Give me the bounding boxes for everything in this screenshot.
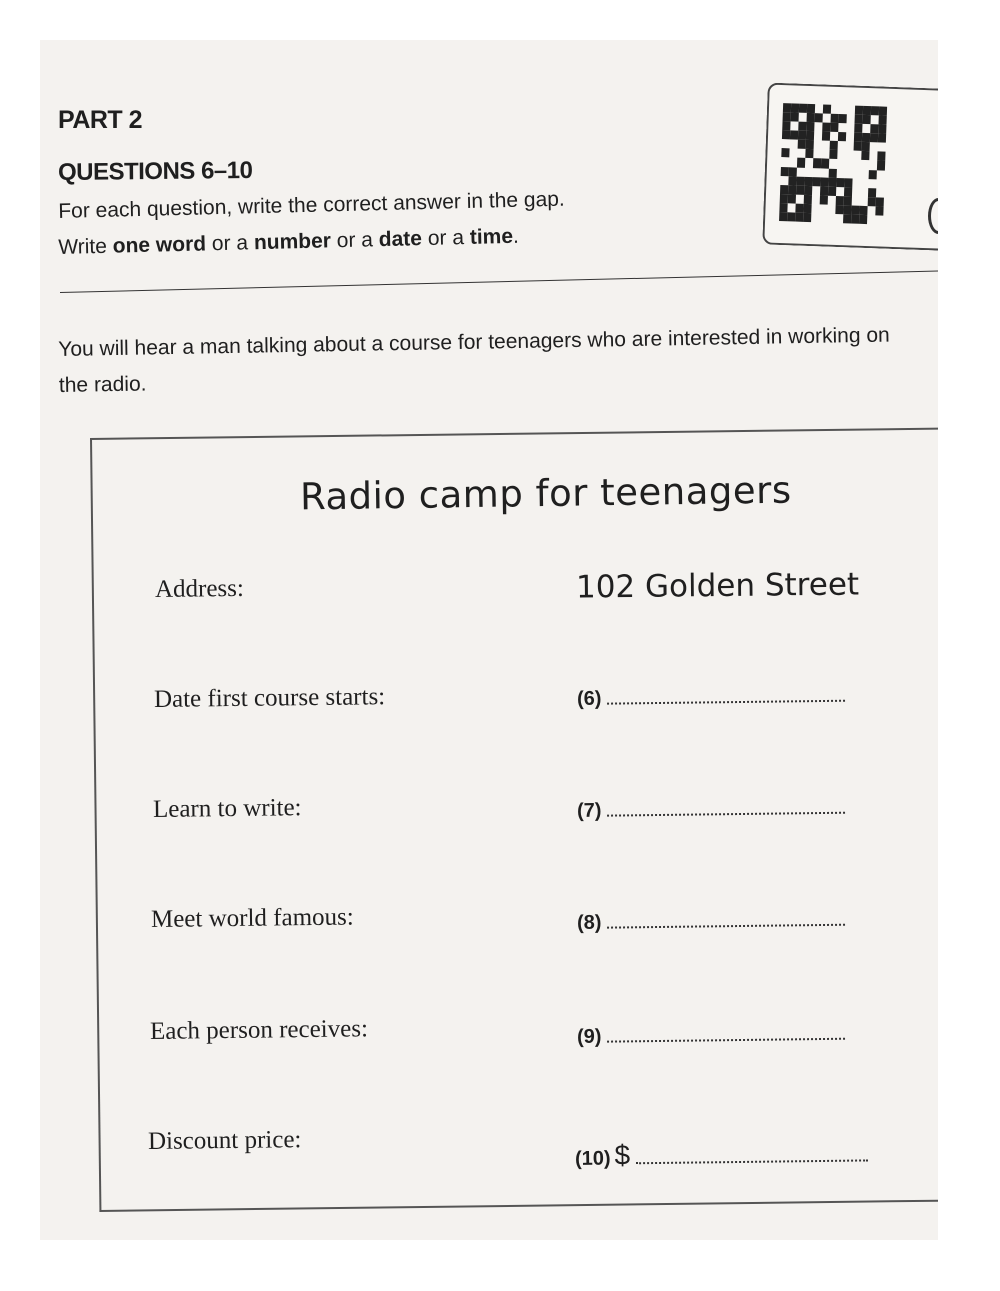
answer-7[interactable] (577, 797, 846, 823)
textbook-page (40, 40, 938, 1240)
answer-8[interactable] (577, 909, 846, 935)
address-value: 102 Golden Street (575, 566, 860, 606)
qr-module (879, 106, 887, 115)
answer-10[interactable] (575, 1136, 869, 1172)
qr-module (876, 197, 884, 206)
intro-line-1: You will hear a man talking about a course for teenagers who are interested in working on (58, 323, 890, 361)
question-number-8: (8) (576, 911, 602, 934)
qr-module (878, 134, 886, 143)
intro-line-2: the radio. (58, 372, 147, 397)
qr-module (876, 188, 884, 197)
qr-module (878, 143, 886, 152)
answer-gap-7[interactable] (607, 802, 845, 817)
answer-9[interactable] (577, 1023, 846, 1049)
answer-gap-9[interactable] (607, 1028, 845, 1043)
learn-label: Learn to write: (152, 794, 302, 823)
address-label: Address: (154, 574, 245, 603)
part-title: PART 2 (58, 106, 143, 134)
qr-module (878, 115, 886, 124)
question-number-10: (10) (574, 1147, 611, 1170)
qr-module (876, 179, 884, 188)
discount-label: Discount price: (147, 1126, 302, 1155)
answer-gap-10[interactable] (636, 1149, 868, 1164)
qr-module (877, 170, 885, 179)
receives-label: Each person receives: (149, 1015, 369, 1045)
question-number-6: (6) (576, 687, 602, 710)
dollar-sign: $ (614, 1139, 631, 1171)
date-label: Date first course starts: (153, 683, 386, 713)
question-number-7: (7) (576, 799, 602, 822)
meet-label: Meet world famous: (150, 903, 354, 933)
instruction-line-1: For each question, write the correct answer in the gap. (58, 187, 566, 223)
qr-module (877, 161, 885, 170)
answer-gap-8[interactable] (607, 914, 845, 929)
form-title: Radio camp for teenagers (299, 468, 792, 519)
section-divider (60, 270, 938, 293)
answer-gap-6[interactable] (607, 690, 845, 705)
question-number-9: (9) (576, 1025, 602, 1048)
qr-module (875, 215, 883, 224)
qr-code-icon[interactable] (779, 103, 887, 225)
answer-6[interactable] (577, 685, 846, 711)
qr-module (878, 125, 886, 134)
qr-module (877, 152, 885, 161)
qr-module (875, 206, 883, 215)
qr-code-box (762, 83, 938, 252)
questions-title: QUESTIONS 6–10 (57, 156, 253, 187)
instruction-line-2: Write one word or a number or a date or a time. (58, 224, 520, 259)
intro-text (58, 316, 938, 404)
